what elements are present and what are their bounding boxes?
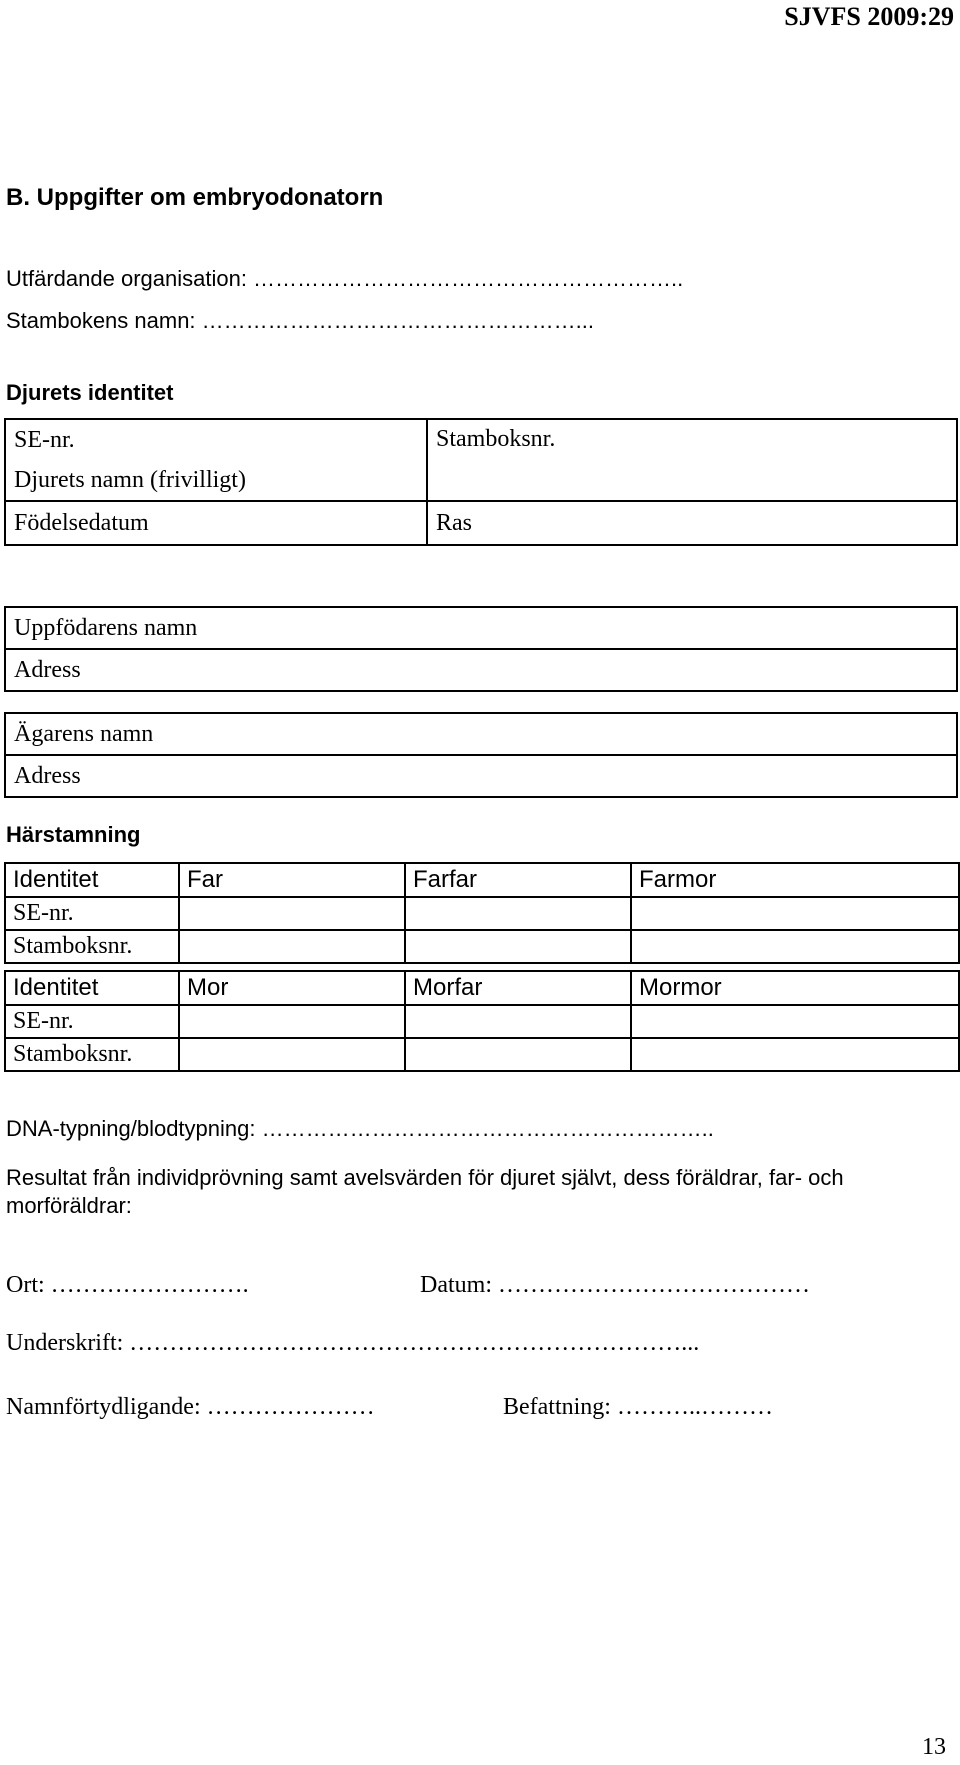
pedigree-header-farfar: Farfar xyxy=(405,863,631,897)
pedigree-header-mor: Mor xyxy=(179,971,405,1005)
signature-line: Underskrift: ……………………………………………………………... xyxy=(6,1330,700,1356)
pedigree-row-stamboksnr: Stamboksnr. xyxy=(5,1038,179,1071)
issuer-line: Utfärdande organisation: ………………………………………………….. xyxy=(6,266,684,291)
owner-address-label: Adress xyxy=(5,755,957,797)
dna-typing-line: DNA-typning/blodtypning: …………………………………………………….. xyxy=(6,1116,714,1141)
pedigree-cell xyxy=(179,1005,405,1038)
breeder-address-label: Adress xyxy=(5,649,957,691)
pedigree-header-farmor: Farmor xyxy=(631,863,959,897)
pedigree-row-se-nr: SE-nr. xyxy=(5,897,179,930)
page-number: 13 xyxy=(922,1734,946,1760)
pedigree-row-stamboksnr: Stamboksnr. xyxy=(5,930,179,963)
stamboksnr-label: Stamboksnr. xyxy=(427,419,957,501)
pedigree-header-far: Far xyxy=(179,863,405,897)
pedigree-cell xyxy=(631,1005,959,1038)
document-reference: SJVFS 2009:29 xyxy=(784,2,954,31)
pedigree-header-identity: Identitet xyxy=(5,971,179,1005)
pedigree-cell xyxy=(405,1005,631,1038)
owner-table xyxy=(4,712,958,798)
place-line: Ort: ……………………. xyxy=(6,1272,249,1298)
pedigree-cell xyxy=(179,1038,405,1071)
results-text: Resultat från individprövning samt avelsvärden för djuret självt, dess föräldrar, far- och morföräldrar: xyxy=(6,1165,844,1218)
animal-name-label: Djurets namn (frivilligt) xyxy=(5,461,427,501)
identity-heading: Djurets identitet xyxy=(6,380,174,405)
pedigree-cell xyxy=(631,1038,959,1071)
pedigree-cell xyxy=(631,930,959,963)
birthdate-label: Födelsedatum xyxy=(5,501,427,545)
herdbook-line: Stambokens namn: ……………………………………………... xyxy=(6,308,594,333)
section-title: B. Uppgifter om embryodonatorn xyxy=(6,184,384,211)
breeder-table xyxy=(4,606,958,692)
pedigree-cell xyxy=(405,897,631,930)
identity-table xyxy=(4,418,958,546)
name-clarification-line: Namnförtydligande: ………………… xyxy=(6,1394,375,1420)
date-line: Datum: ………………………………… xyxy=(420,1272,810,1298)
pedigree-header-mormor: Mormor xyxy=(631,971,959,1005)
pedigree-cell xyxy=(179,930,405,963)
pedigree-cell xyxy=(405,930,631,963)
pedigree-cell xyxy=(179,897,405,930)
pedigree-cell xyxy=(405,1038,631,1071)
pedigree-row-se-nr: SE-nr. xyxy=(5,1005,179,1038)
owner-name-label: Ägarens namn xyxy=(5,713,957,755)
pedigree-header-morfar: Morfar xyxy=(405,971,631,1005)
se-nr-label: SE-nr. xyxy=(5,419,427,461)
paternal-pedigree-table xyxy=(4,862,960,964)
pedigree-heading: Härstamning xyxy=(6,822,141,847)
pedigree-cell xyxy=(631,897,959,930)
breed-label: Ras xyxy=(427,501,957,545)
maternal-pedigree-table xyxy=(4,970,960,1072)
pedigree-header-identity: Identitet xyxy=(5,863,179,897)
breeder-name-label: Uppfödarens namn xyxy=(5,607,957,649)
position-line: Befattning: ………..……… xyxy=(503,1394,773,1420)
